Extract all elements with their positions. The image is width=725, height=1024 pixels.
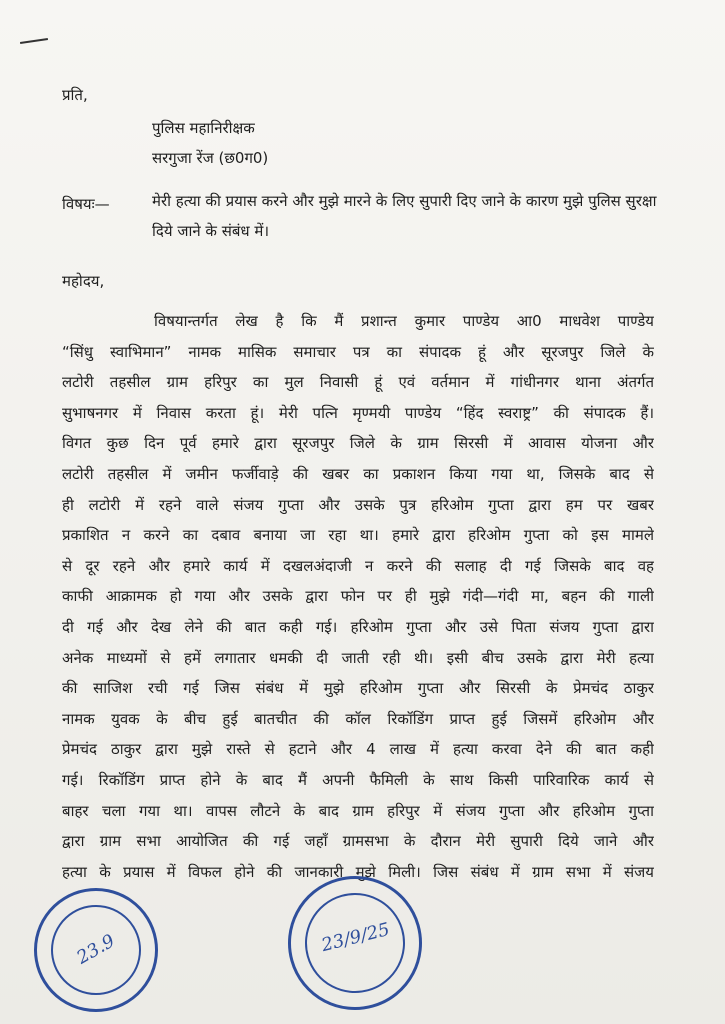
body-line: दी गई और देख लेने की बात कही गई। हरिओम गुप्ता और उसे पिता संजय गुप्ता द्वारा bbox=[62, 617, 654, 636]
body-line: प्रेमचंद ठाकुर द्वारा मुझे रास्ते से हटाने और 4 लाख में हत्या करवा देने की बात कही bbox=[62, 740, 654, 759]
body-line: द्वारा ग्राम सभा आयोजित की गई जहाँ ग्रामसभा के दौरान मेरी सुपारी दिये जाने और bbox=[62, 832, 654, 851]
body-line: से दूर रहने और हमारे कार्य में दखलअंदाजी न करने की सलाह दी गई जिसके बाद वह bbox=[62, 556, 654, 575]
seal-handwritten-date: 23/9/25 bbox=[319, 918, 392, 957]
corner-pen-mark bbox=[20, 38, 48, 44]
body-line: विषयान्तर्गत लेख है कि मैं प्रशान्त कुमार पाण्डेय आ0 माधवेश पाण्डेय bbox=[154, 312, 654, 330]
body-line: की साजिश रची गई जिस संबंध में मुझे हरिओम गुप्ता और सिरसी के प्रेमचंद ठाकुर bbox=[62, 679, 654, 698]
body-line: काफी आक्रामक हो गया और उसके द्वारा फोन पर ही मुझे गंदी—गंदी मा, बहन की गाली bbox=[62, 587, 654, 606]
office-seal-stamp-right bbox=[281, 869, 428, 1016]
addressee-line-2: सरगुजा रेंज (छ0ग0) bbox=[152, 149, 269, 167]
body-line: विगत कुछ दिन पूर्व हमारे द्वारा सूरजपुर जिले के ग्राम सिरसी में आवास योजना और bbox=[62, 434, 654, 453]
body-line: “सिंधु स्वाभिमान” नामक मासिक समाचार पत्र का संपादक हूं और सूरजपुर जिले के bbox=[62, 342, 654, 361]
letter-body bbox=[62, 306, 654, 887]
body-line: लटोरी तहसील ग्राम हरिपुर का मुल निवासी हूं एवं वर्तमान में गांधीनगर थाना अंतर्गत bbox=[62, 373, 654, 392]
body-line: ही लटोरी में रहने वाले संजय गुप्ता और उसके पुत्र हरिओम गुप्ता द्वारा हम पर खबर bbox=[62, 495, 654, 514]
body-line: अनेक माध्यमों से हमें लगातार धमकी दी जाती रही थी। इसी बीच उसके द्वारा मेरी हत्या bbox=[62, 648, 654, 667]
body-line: हत्या के प्रयास में विफल होने की जानकारी मुझे मिली। जिस संबंध में ग्राम सभा में संजय bbox=[62, 862, 654, 881]
body-line: लटोरी तहसील में जमीन फर्जीवाड़े की खबर का प्रकाशन किया गया था, जिसके बाद से bbox=[62, 464, 654, 483]
body-line: नामक युवक के बीच हुई बातचीत की कॉल रिकॉडिंग प्राप्त हुई जिसमें हरिओम और bbox=[62, 709, 654, 728]
seal-handwritten-date: 23.9 bbox=[73, 930, 119, 969]
salutation-to: प्रति, bbox=[62, 86, 88, 104]
subject-text: मेरी हत्या की प्रयास करने और मुझे मारने के लिए सुपारी दिए जाने के कारण मुझे पुलिस सुरक्षा दिये जाने के संबंध में। bbox=[152, 192, 657, 240]
office-seal-stamp-left bbox=[24, 878, 168, 1022]
body-line: बाहर चला गया था। वापस लौटने के बाद ग्राम हरिपुर में संजय गुप्ता और हरिओम गुप्ता bbox=[62, 801, 654, 820]
addressee-line-1: पुलिस महानिरीक्षक bbox=[152, 119, 255, 137]
subject-label: विषयः— bbox=[62, 195, 110, 213]
body-line: सुभाषनगर में निवास करता हूं। मेरी पत्नि मृण्मयी पाण्डेय “हिंद स्वराष्ट्र” की संपादक हैं। bbox=[62, 403, 654, 422]
body-line: प्रकाशित न करने का दबाव बनाया जा रहा था। हमारे द्वारा हरिओम गुप्ता को इस मामले bbox=[62, 526, 654, 545]
body-line: गई। रिकॉडिंग प्राप्त होने के बाद मैं अपनी फैमिली के साथ किसी पारिवारिक कार्य से bbox=[62, 770, 654, 789]
greeting: महोदय, bbox=[62, 272, 105, 290]
